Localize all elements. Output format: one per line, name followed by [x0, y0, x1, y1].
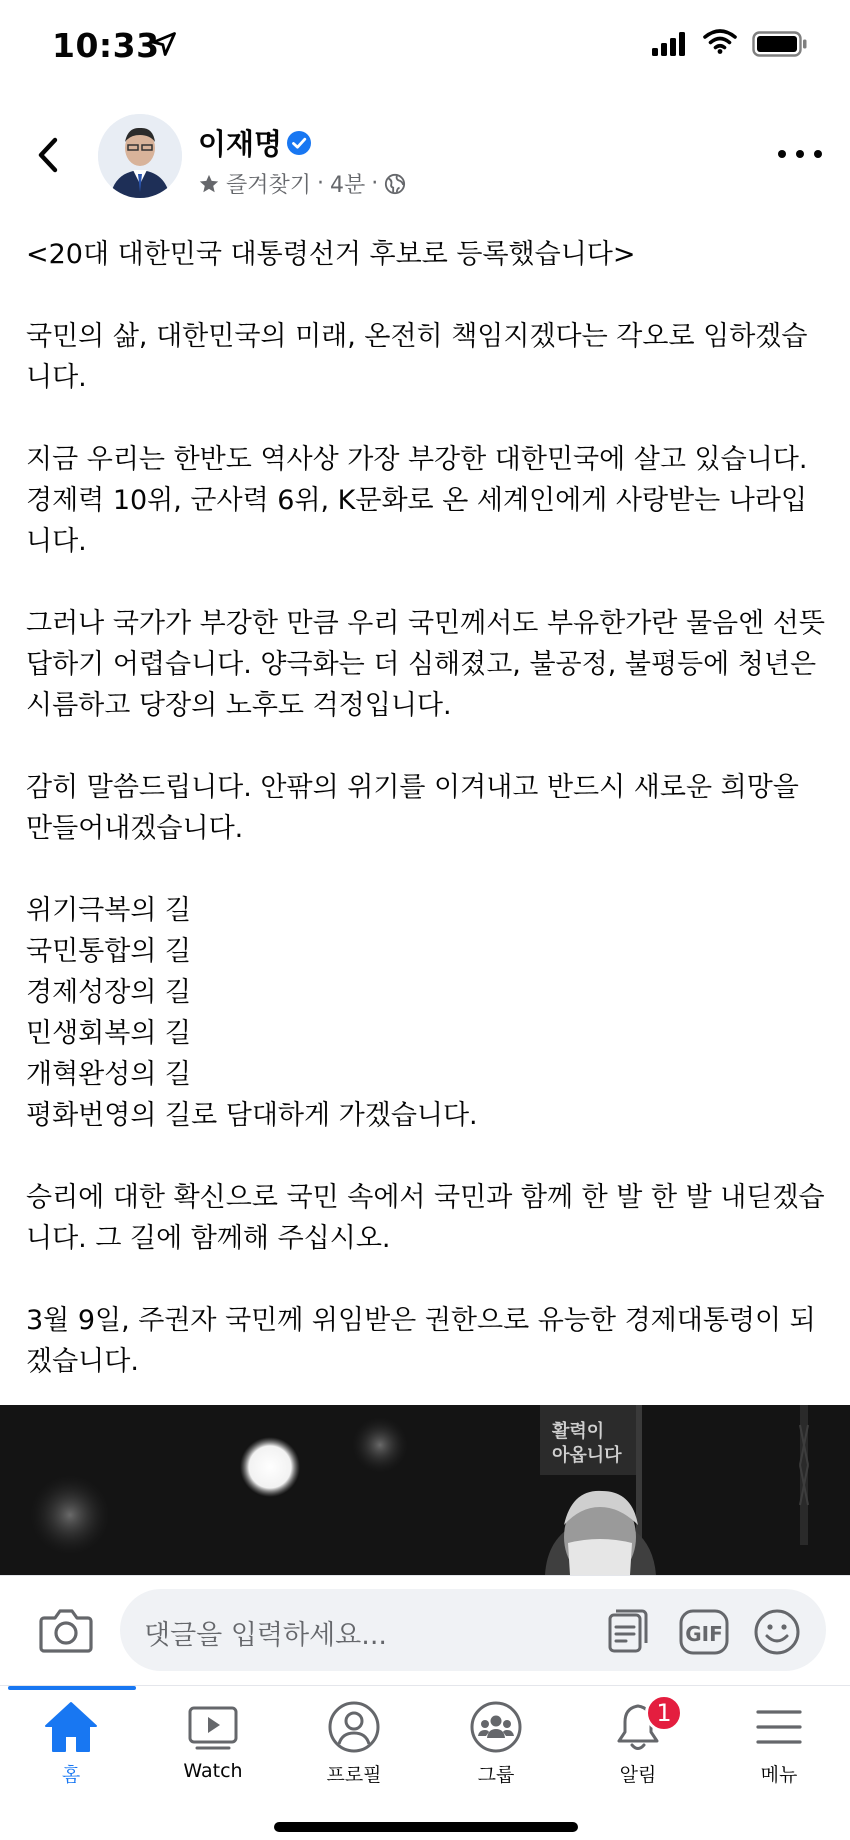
author-name[interactable]: 이재명: [198, 127, 283, 161]
more-options-button[interactable]: [778, 142, 822, 166]
post-photo[interactable]: [0, 1405, 850, 1575]
location-arrow-icon: [150, 30, 178, 58]
tab-active-indicator: [8, 1686, 136, 1690]
post-paragraph: 감히 말씀드립니다. 안팎의 위기를 이겨내고 반드시 새로운 희망을 만들어내겠습니다.: [26, 772, 808, 844]
tab-home[interactable]: [0, 1700, 142, 1805]
tab-menu[interactable]: [708, 1700, 850, 1805]
post-paragraph: <20대 대한민국 대통령선거 후보로 등록했습니다>: [26, 239, 636, 270]
profile-photo: [98, 114, 182, 198]
photo-sign-text: 활력이: [552, 1421, 605, 1442]
home-icon: [43, 1700, 99, 1754]
post-paragraph: 지금 우리는 한반도 역사상 가장 부강한 대한민국에 살고 있습니다. 경제력 10위, 군사력 6위, K문화로 온 세계인에게 사랑받는 나라입니다.: [26, 444, 817, 557]
post-header: [0, 110, 850, 210]
tab-label: Watch: [183, 1760, 243, 1782]
comment-bar: [0, 1575, 850, 1685]
photo-sign-text: 아옵니다: [552, 1445, 622, 1466]
favorites-label: 즐겨찾기: [226, 173, 312, 198]
home-indicator: [274, 1822, 578, 1832]
meta-separator: ·: [371, 171, 379, 196]
battery-icon: [752, 31, 808, 57]
tab-notifications[interactable]: [567, 1700, 709, 1805]
tab-watch[interactable]: [142, 1700, 284, 1805]
dot-icon: [814, 150, 822, 158]
gif-label: GIF: [685, 1622, 723, 1646]
wifi-icon: [703, 28, 737, 54]
tab-label: 그룹: [477, 1764, 515, 1786]
back-button[interactable]: [28, 130, 68, 180]
gif-button[interactable]: [678, 1607, 730, 1657]
camera-icon: [38, 1604, 94, 1656]
watch-icon: [185, 1700, 241, 1754]
post-time[interactable]: 4분: [330, 173, 366, 198]
tab-profile[interactable]: [283, 1700, 425, 1805]
star-icon: [198, 173, 220, 195]
post-meta: [198, 168, 406, 199]
status-time: 10:33: [52, 26, 160, 65]
photo-image: [0, 1405, 850, 1575]
chevron-left-icon: [37, 137, 59, 173]
dot-icon: [796, 150, 804, 158]
meta-separator: ·: [317, 171, 325, 196]
tab-label: 홈: [61, 1764, 81, 1786]
bottom-tab-bar: [0, 1685, 850, 1840]
gif-icon: [678, 1607, 730, 1657]
comment-input[interactable]: [120, 1589, 826, 1671]
tab-label: 프로필: [326, 1764, 382, 1786]
camera-button[interactable]: [38, 1604, 94, 1656]
post-paragraph: 국민의 삶, 대한민국의 미래, 온전히 책임지겠다는 각오로 임하겠습니다.: [26, 321, 808, 393]
avatar[interactable]: [98, 114, 182, 198]
signal-icon: [652, 32, 688, 56]
smiley-icon: [752, 1607, 802, 1657]
dot-icon: [778, 150, 786, 158]
emoji-button[interactable]: [752, 1607, 802, 1657]
notification-badge: 1: [645, 1694, 683, 1732]
post-paragraph: 3월 9일, 주권자 국민께 위임받은 권한으로 유능한 경제대통령이 되겠습니다.: [26, 1305, 816, 1377]
status-bar: [0, 0, 850, 92]
post-paragraph: 위기극복의 길 국민통합의 길 경제성장의 길 민생회복의 길 개혁완성의 길 평화번영의 길로 담대하게 가겠습니다.: [26, 895, 478, 1131]
comment-placeholder: 댓글을 입력하세요...: [144, 1620, 387, 1651]
tab-label: 메뉴: [760, 1764, 798, 1786]
profile-icon: [326, 1700, 382, 1754]
verified-badge-icon: [286, 130, 312, 156]
post-paragraph: 승리에 대한 확신으로 국민 속에서 국민과 함께 한 발 한 발 내딛겠습니다. 그 길에 함께해 주십시오.: [26, 1182, 825, 1254]
post-body: [26, 234, 834, 1423]
tab-label: 알림: [619, 1764, 657, 1786]
globe-icon: [384, 173, 406, 195]
tab-groups[interactable]: [425, 1700, 567, 1805]
post-paragraph: 그러나 국가가 부강한 만큼 우리 국민께서도 부유한가란 물음엔 선뜻 답하기 어렵습니다. 양극화는 더 심해졌고, 불공정, 불평등에 청년은 시름하고 당장의 노후도 걱정입니다.: [26, 608, 834, 721]
sticker-icon: [604, 1607, 654, 1657]
sticker-button[interactable]: [604, 1607, 654, 1657]
menu-icon: [751, 1700, 807, 1754]
groups-icon: [468, 1700, 524, 1754]
